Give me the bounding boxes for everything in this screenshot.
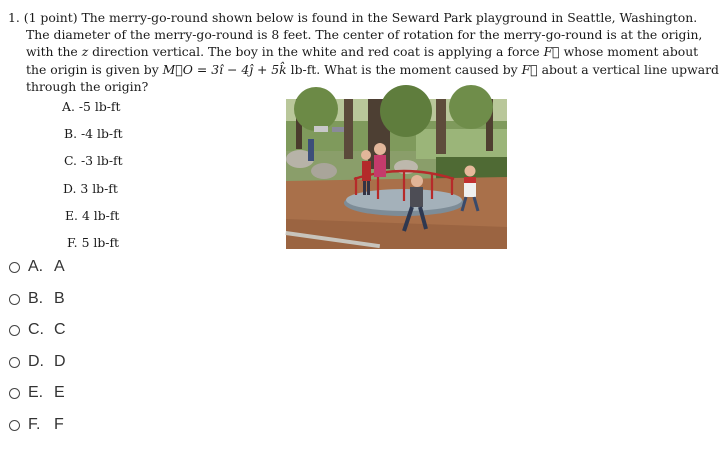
choice-d: D. 3 lb-ft xyxy=(63,180,118,196)
answer-option-c[interactable]: C. C xyxy=(9,321,66,353)
radio-button[interactable] xyxy=(9,325,20,336)
answer-options xyxy=(9,258,66,448)
question-line-4: the origin is given by M⃗O = 3î − 4ĵ + 5k̂ lb-ft. What is the moment caused by F⃗ about a vertical line upward xyxy=(26,61,719,77)
choice-c: C. -3 lb-ft xyxy=(64,153,123,169)
radio-button[interactable] xyxy=(9,294,20,305)
moment-expression: M⃗O = 3î − 4ĵ + 5k̂ xyxy=(162,61,287,77)
question-line-5: through the origin? xyxy=(26,78,149,94)
question-line-2: The diameter of the merry-go-round is 8 feet. The center of rotation for the merry-go-round is at the origin, xyxy=(26,27,703,43)
answer-option-f[interactable]: F. F xyxy=(9,416,66,448)
answer-option-e[interactable]: E. E xyxy=(9,384,66,416)
answer-option-d[interactable]: D. D xyxy=(9,353,66,385)
question-line-1: 1. (1 point) The merry-go-round shown below is found in the Seward Park playground in Seattle, Washington. xyxy=(8,10,698,25)
choice-e: E. 4 lb-ft xyxy=(65,207,120,223)
choice-a: A. -5 lb-ft xyxy=(62,99,121,114)
radio-button[interactable] xyxy=(9,357,20,368)
radio-button[interactable] xyxy=(9,420,20,431)
answer-option-b[interactable]: B. B xyxy=(9,290,66,322)
radio-button[interactable] xyxy=(9,262,20,273)
question-text xyxy=(8,9,719,95)
radio-button[interactable] xyxy=(9,388,20,399)
choice-list xyxy=(62,100,123,263)
choice-f: F. 5 lb-ft xyxy=(67,234,120,250)
choice-b: B. -4 lb-ft xyxy=(64,126,123,142)
answer-option-a[interactable]: A. A xyxy=(9,258,66,290)
merry-go-round-photo xyxy=(286,99,507,249)
question-line-3: with the z direction vertical. The boy in the white and red coat is applying a force F⃗ whose moment about xyxy=(26,44,699,60)
